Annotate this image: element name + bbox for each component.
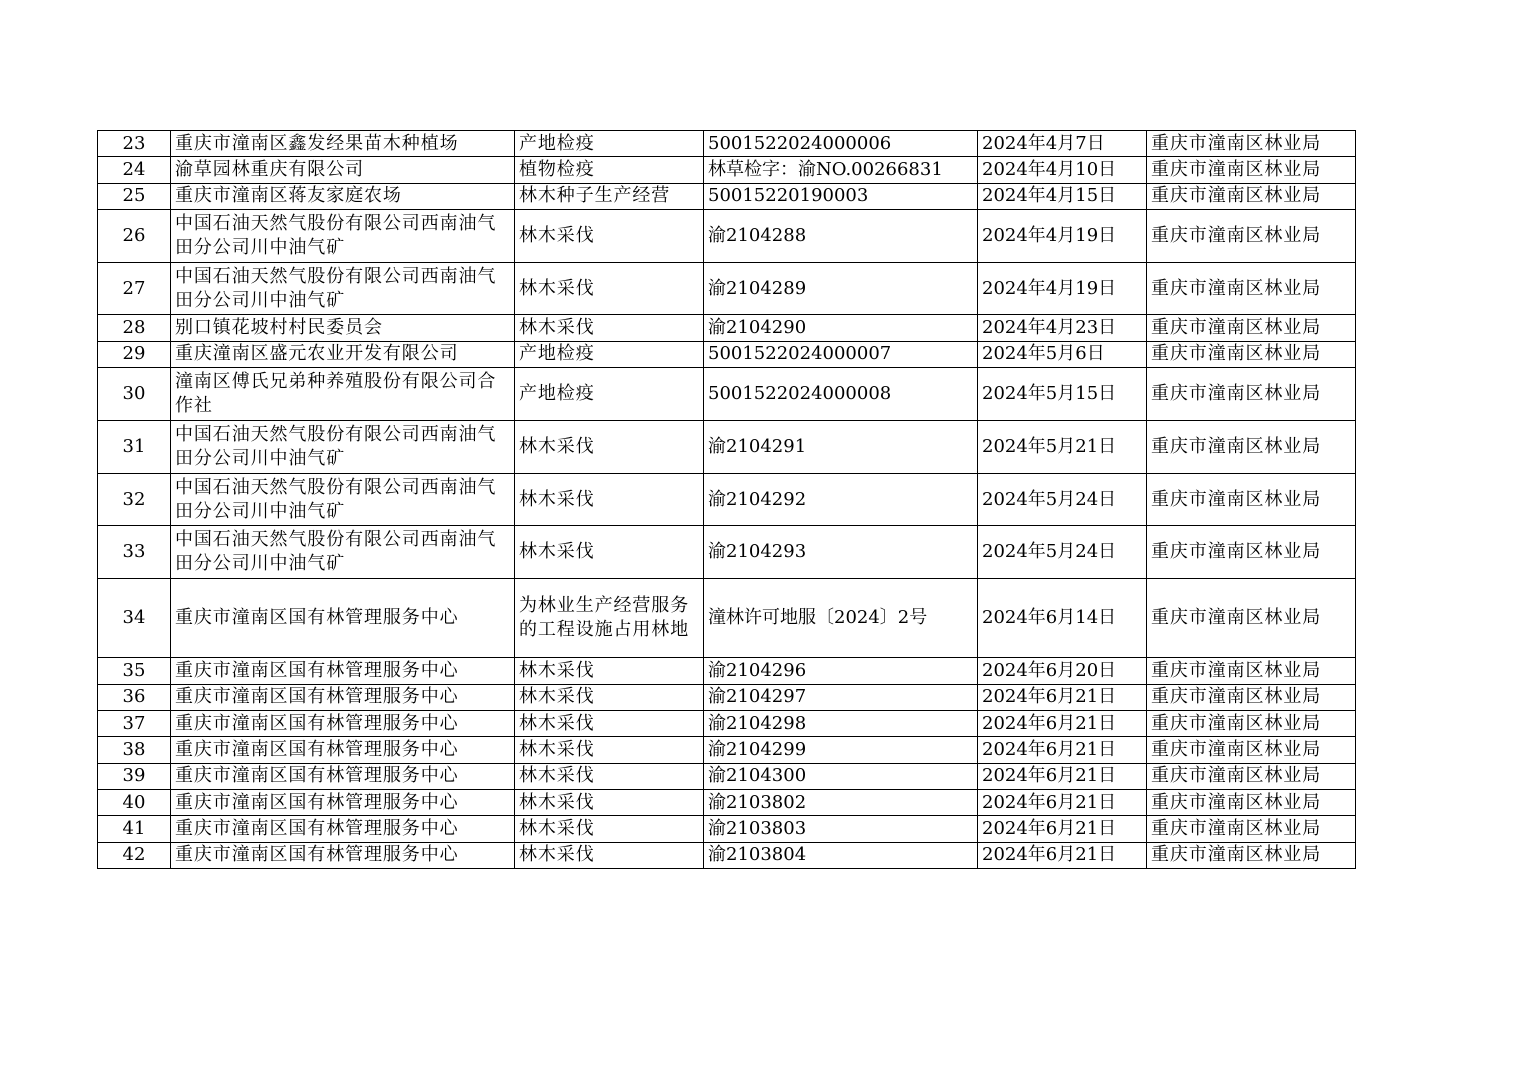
issue-date-cell: 2024年6月21日	[978, 737, 1147, 763]
row-number-cell: 33	[98, 526, 171, 579]
permit-number-cell: 渝2104290	[704, 315, 978, 341]
issuing-authority-cell: 重庆市潼南区林业局	[1147, 684, 1356, 710]
issuing-authority-cell: 重庆市潼南区林业局	[1147, 658, 1356, 684]
applicant-name-cell: 潼南区傅氏兄弟种养殖股份有限公司合作社	[171, 368, 515, 421]
permit-type-cell: 产地检疫	[515, 341, 704, 367]
permit-type-cell: 林木采伐	[515, 711, 704, 737]
issue-date-cell: 2024年6月21日	[978, 711, 1147, 737]
table-row	[98, 763, 1356, 789]
issue-date-cell: 2024年5月24日	[978, 526, 1147, 579]
issuing-authority-cell: 重庆市潼南区林业局	[1147, 763, 1356, 789]
row-number-cell: 25	[98, 183, 171, 209]
issuing-authority-cell: 重庆市潼南区林业局	[1147, 157, 1356, 183]
permit-number-cell: 50015220190003	[704, 183, 978, 209]
issue-date-cell: 2024年4月23日	[978, 315, 1147, 341]
issuing-authority-cell: 重庆市潼南区林业局	[1147, 315, 1356, 341]
permit-number-cell: 渝2104300	[704, 763, 978, 789]
permit-type-cell: 产地检疫	[515, 131, 704, 157]
applicant-name-cell: 中国石油天然气股份有限公司西南油气田分公司川中油气矿	[171, 526, 515, 579]
table-row	[98, 526, 1356, 579]
issuing-authority-cell: 重庆市潼南区林业局	[1147, 473, 1356, 526]
row-number-cell: 42	[98, 842, 171, 868]
permit-number-cell: 渝2104299	[704, 737, 978, 763]
row-number-cell: 34	[98, 579, 171, 658]
applicant-name-cell: 重庆市潼南区蒋友家庭农场	[171, 183, 515, 209]
issuing-authority-cell: 重庆市潼南区林业局	[1147, 842, 1356, 868]
row-number-cell: 39	[98, 763, 171, 789]
issue-date-cell: 2024年4月19日	[978, 262, 1147, 315]
permit-type-cell: 林木采伐	[515, 737, 704, 763]
applicant-name-cell: 重庆潼南区盛元农业开发有限公司	[171, 341, 515, 367]
table-row	[98, 579, 1356, 658]
permit-type-cell: 林木采伐	[515, 315, 704, 341]
issuing-authority-cell: 重庆市潼南区林业局	[1147, 262, 1356, 315]
table-row	[98, 420, 1356, 473]
applicant-name-cell: 中国石油天然气股份有限公司西南油气田分公司川中油气矿	[171, 420, 515, 473]
applicant-name-cell: 中国石油天然气股份有限公司西南油气田分公司川中油气矿	[171, 262, 515, 315]
applicant-name-cell: 重庆市潼南区国有林管理服务中心	[171, 816, 515, 842]
applicant-name-cell: 中国石油天然气股份有限公司西南油气田分公司川中油气矿	[171, 473, 515, 526]
row-number-cell: 26	[98, 209, 171, 262]
permit-number-cell: 渝2104296	[704, 658, 978, 684]
permit-type-cell: 为林业生产经营服务的工程设施占用林地	[515, 579, 704, 658]
applicant-name-cell: 重庆市潼南区国有林管理服务中心	[171, 579, 515, 658]
table-row	[98, 711, 1356, 737]
permit-type-cell: 植物检疫	[515, 157, 704, 183]
table-row	[98, 658, 1356, 684]
table-row	[98, 842, 1356, 868]
issue-date-cell: 2024年5月24日	[978, 473, 1147, 526]
permit-number-cell: 潼林许可地服〔2024〕2号	[704, 579, 978, 658]
table-row	[98, 473, 1356, 526]
issuing-authority-cell: 重庆市潼南区林业局	[1147, 131, 1356, 157]
table-row	[98, 789, 1356, 815]
table-row	[98, 368, 1356, 421]
issuing-authority-cell: 重庆市潼南区林业局	[1147, 526, 1356, 579]
table-row	[98, 315, 1356, 341]
table-row	[98, 209, 1356, 262]
permit-type-cell: 林木采伐	[515, 658, 704, 684]
issue-date-cell: 2024年4月7日	[978, 131, 1147, 157]
permit-number-cell: 渝2103804	[704, 842, 978, 868]
issue-date-cell: 2024年5月6日	[978, 341, 1147, 367]
row-number-cell: 35	[98, 658, 171, 684]
issue-date-cell: 2024年6月21日	[978, 763, 1147, 789]
row-number-cell: 31	[98, 420, 171, 473]
issuing-authority-cell: 重庆市潼南区林业局	[1147, 737, 1356, 763]
table-row	[98, 737, 1356, 763]
permit-number-cell: 林草检字：渝NO.00266831	[704, 157, 978, 183]
row-number-cell: 32	[98, 473, 171, 526]
row-number-cell: 23	[98, 131, 171, 157]
permit-number-cell: 5001522024000007	[704, 341, 978, 367]
permit-number-cell: 渝2104292	[704, 473, 978, 526]
table-row	[98, 131, 1356, 157]
table-row	[98, 262, 1356, 315]
issue-date-cell: 2024年4月15日	[978, 183, 1147, 209]
applicant-name-cell: 重庆市潼南区国有林管理服务中心	[171, 842, 515, 868]
applicant-name-cell: 中国石油天然气股份有限公司西南油气田分公司川中油气矿	[171, 209, 515, 262]
applicant-name-cell: 重庆市潼南区国有林管理服务中心	[171, 763, 515, 789]
row-number-cell: 28	[98, 315, 171, 341]
issuing-authority-cell: 重庆市潼南区林业局	[1147, 711, 1356, 737]
permit-type-cell: 产地检疫	[515, 368, 704, 421]
issuing-authority-cell: 重庆市潼南区林业局	[1147, 183, 1356, 209]
issuing-authority-cell: 重庆市潼南区林业局	[1147, 341, 1356, 367]
permit-type-cell: 林木种子生产经营	[515, 183, 704, 209]
table-row	[98, 816, 1356, 842]
table-row	[98, 183, 1356, 209]
permit-number-cell: 5001522024000006	[704, 131, 978, 157]
issuing-authority-cell: 重庆市潼南区林业局	[1147, 816, 1356, 842]
permit-type-cell: 林木采伐	[515, 473, 704, 526]
issue-date-cell: 2024年4月19日	[978, 209, 1147, 262]
permit-type-cell: 林木采伐	[515, 209, 704, 262]
permit-number-cell: 渝2104291	[704, 420, 978, 473]
permit-number-cell: 渝2104297	[704, 684, 978, 710]
row-number-cell: 41	[98, 816, 171, 842]
issue-date-cell: 2024年6月21日	[978, 842, 1147, 868]
issue-date-cell: 2024年5月15日	[978, 368, 1147, 421]
row-number-cell: 29	[98, 341, 171, 367]
permit-type-cell: 林木采伐	[515, 842, 704, 868]
applicant-name-cell: 别口镇花坡村村民委员会	[171, 315, 515, 341]
issue-date-cell: 2024年6月21日	[978, 684, 1147, 710]
applicant-name-cell: 重庆市潼南区国有林管理服务中心	[171, 789, 515, 815]
applicant-name-cell: 渝草园林重庆有限公司	[171, 157, 515, 183]
permit-type-cell: 林木采伐	[515, 763, 704, 789]
permit-number-cell: 渝2104289	[704, 262, 978, 315]
permit-number-cell: 渝2103802	[704, 789, 978, 815]
applicant-name-cell: 重庆市潼南区国有林管理服务中心	[171, 684, 515, 710]
permit-type-cell: 林木采伐	[515, 684, 704, 710]
row-number-cell: 37	[98, 711, 171, 737]
permit-number-cell: 渝2104288	[704, 209, 978, 262]
issuing-authority-cell: 重庆市潼南区林业局	[1147, 420, 1356, 473]
applicant-name-cell: 重庆市潼南区国有林管理服务中心	[171, 711, 515, 737]
table-row	[98, 684, 1356, 710]
table-row	[98, 341, 1356, 367]
permit-type-cell: 林木采伐	[515, 262, 704, 315]
permit-type-cell: 林木采伐	[515, 420, 704, 473]
permit-number-cell: 5001522024000008	[704, 368, 978, 421]
issue-date-cell: 2024年6月14日	[978, 579, 1147, 658]
issue-date-cell: 2024年5月21日	[978, 420, 1147, 473]
permit-type-cell: 林木采伐	[515, 526, 704, 579]
row-number-cell: 30	[98, 368, 171, 421]
permit-number-cell: 渝2103803	[704, 816, 978, 842]
issue-date-cell: 2024年6月21日	[978, 789, 1147, 815]
row-number-cell: 38	[98, 737, 171, 763]
permit-number-cell: 渝2104298	[704, 711, 978, 737]
applicant-name-cell: 重庆市潼南区鑫发经果苗木种植场	[171, 131, 515, 157]
issue-date-cell: 2024年6月20日	[978, 658, 1147, 684]
issuing-authority-cell: 重庆市潼南区林业局	[1147, 368, 1356, 421]
permit-table	[97, 130, 1356, 869]
row-number-cell: 27	[98, 262, 171, 315]
issue-date-cell: 2024年4月10日	[978, 157, 1147, 183]
issuing-authority-cell: 重庆市潼南区林业局	[1147, 579, 1356, 658]
issuing-authority-cell: 重庆市潼南区林业局	[1147, 789, 1356, 815]
row-number-cell: 24	[98, 157, 171, 183]
issuing-authority-cell: 重庆市潼南区林业局	[1147, 209, 1356, 262]
table-row	[98, 157, 1356, 183]
applicant-name-cell: 重庆市潼南区国有林管理服务中心	[171, 737, 515, 763]
issue-date-cell: 2024年6月21日	[978, 816, 1147, 842]
permit-table-body	[98, 131, 1356, 869]
permit-type-cell: 林木采伐	[515, 789, 704, 815]
permit-type-cell: 林木采伐	[515, 816, 704, 842]
row-number-cell: 40	[98, 789, 171, 815]
applicant-name-cell: 重庆市潼南区国有林管理服务中心	[171, 658, 515, 684]
row-number-cell: 36	[98, 684, 171, 710]
permit-number-cell: 渝2104293	[704, 526, 978, 579]
